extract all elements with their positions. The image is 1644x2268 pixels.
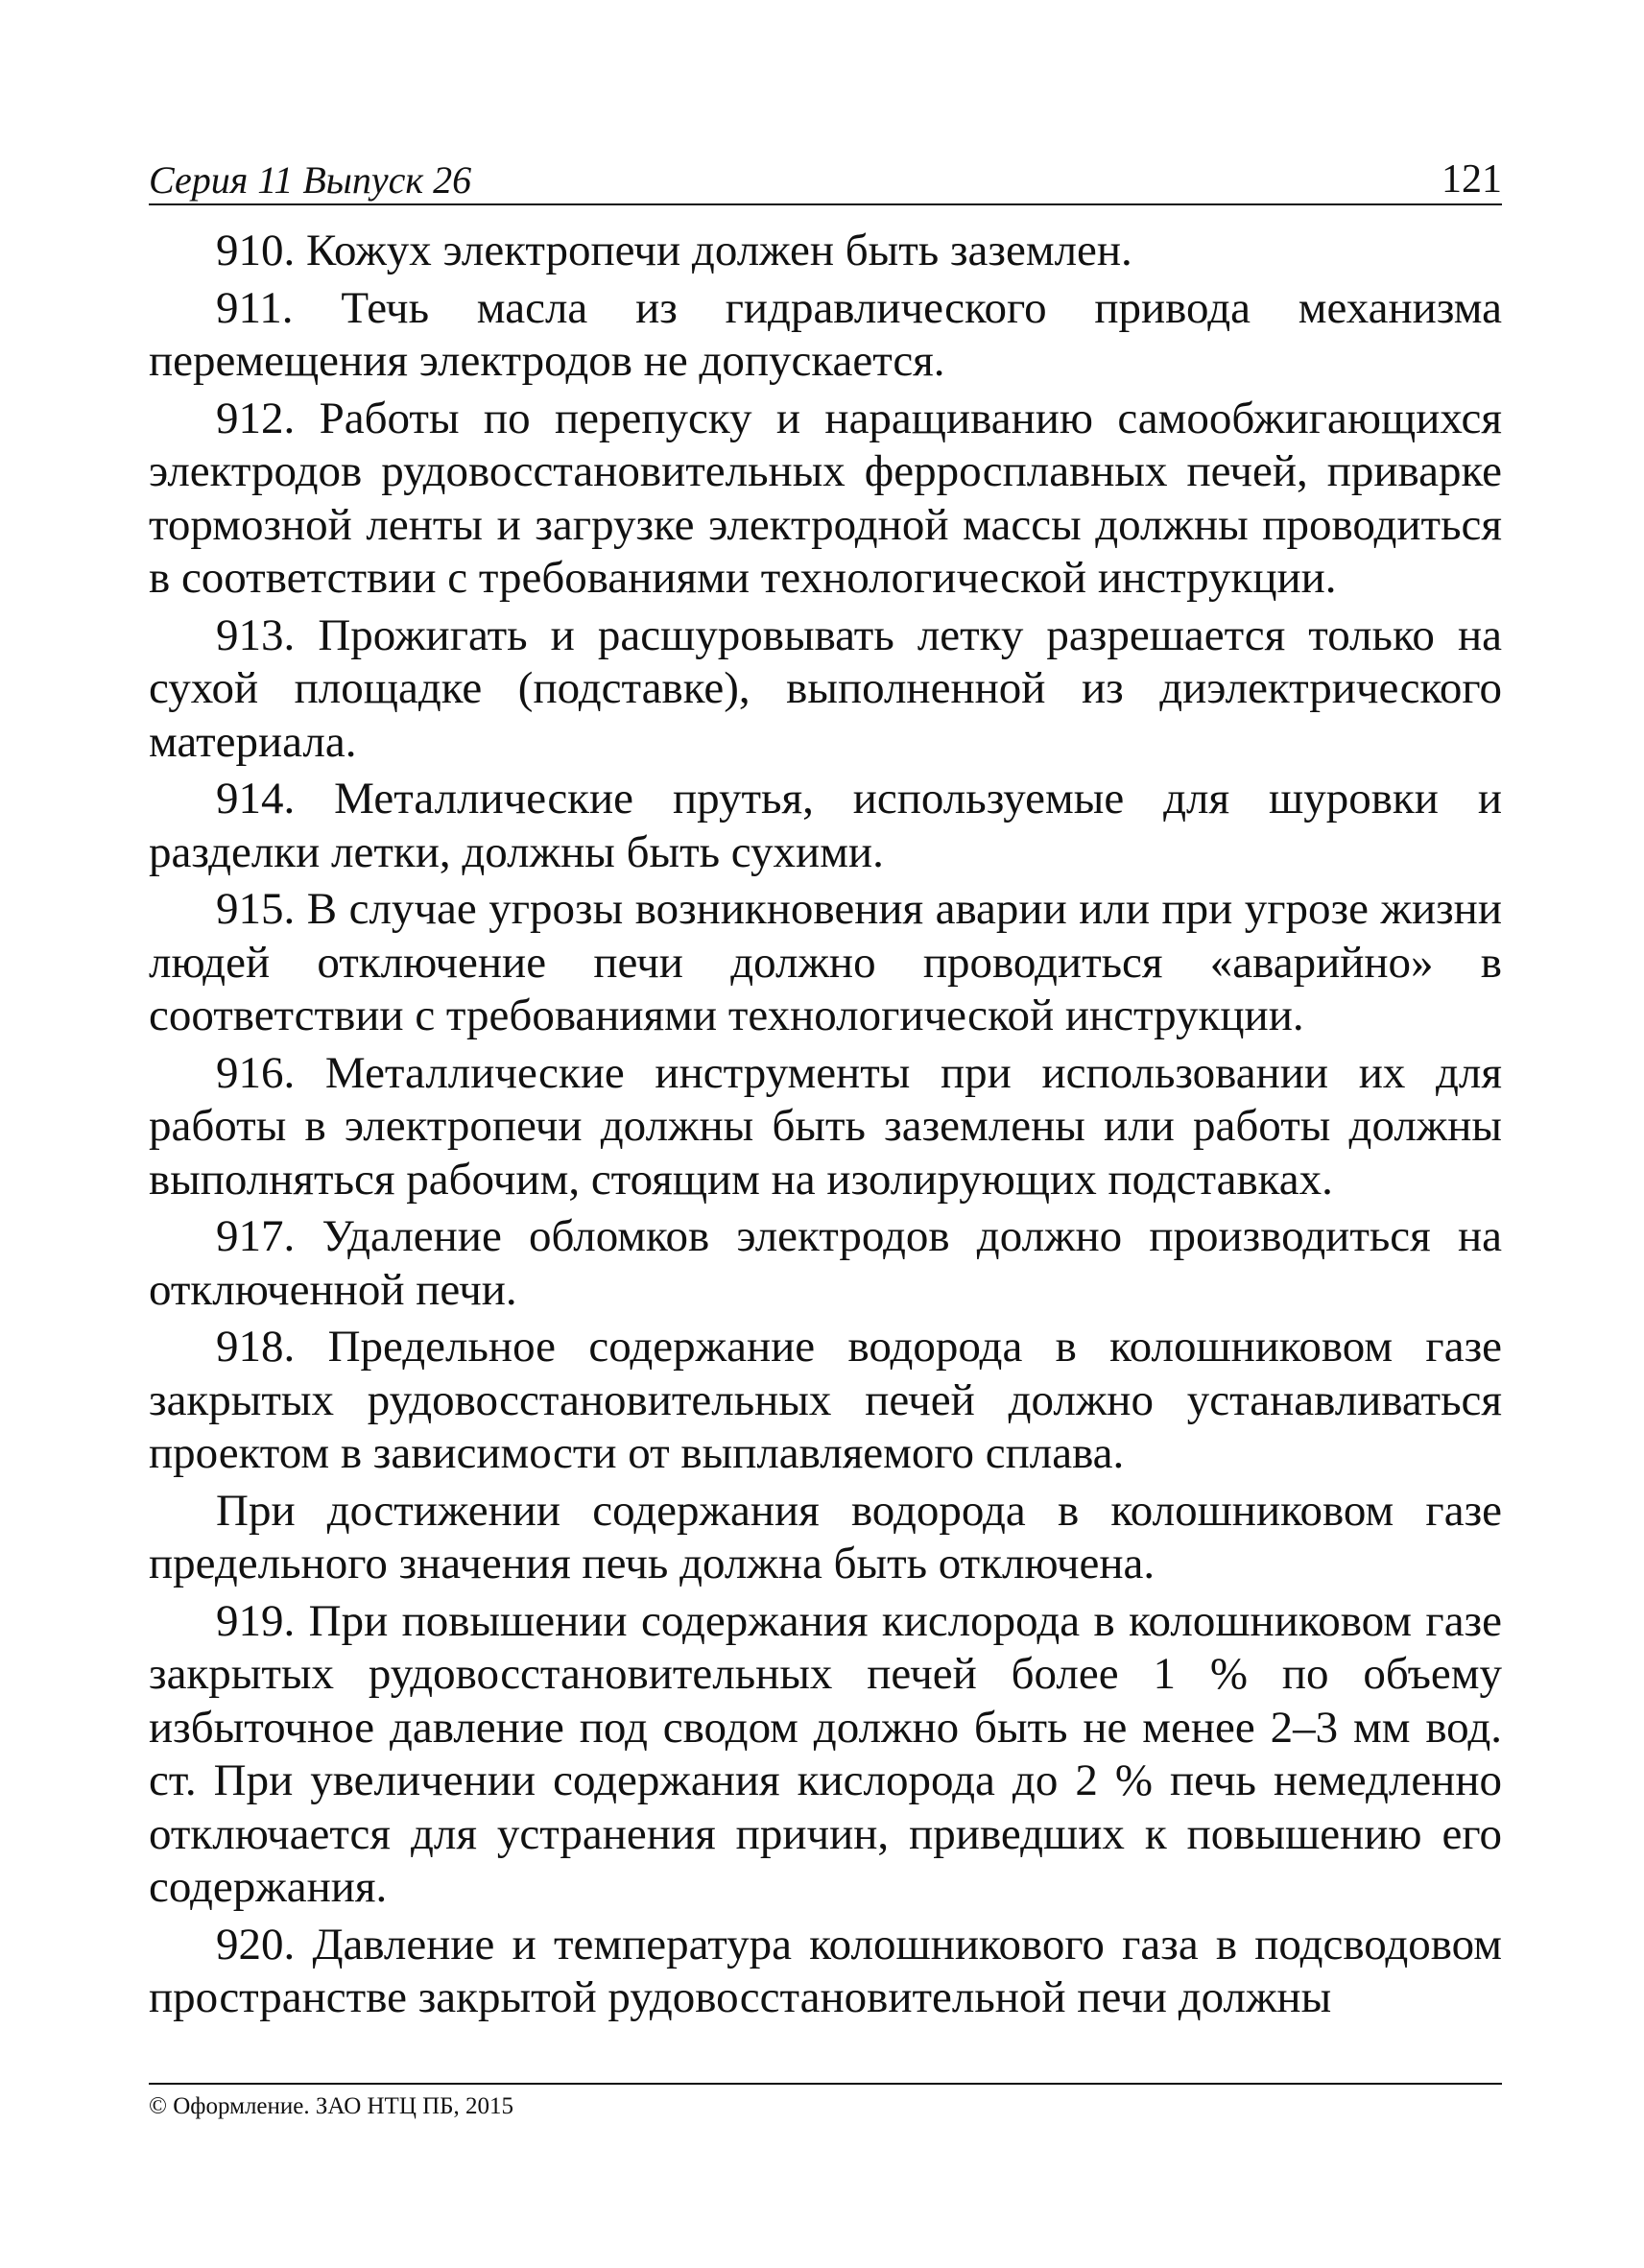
running-header bbox=[149, 144, 1502, 205]
series-title: Серия 11 Выпуск 26 bbox=[149, 158, 472, 202]
document-body bbox=[149, 225, 1502, 2025]
page-number: 121 bbox=[1441, 157, 1502, 202]
copyright-notice: © Оформление. ЗАО НТЦ ПБ, 2015 bbox=[149, 2093, 514, 2119]
paragraph-918-continuation: При достижении содержания водорода в колошниковом газе предельного значения печь должна быть отключена. bbox=[149, 1485, 1502, 1588]
page-footer bbox=[149, 2083, 1502, 2121]
document-page bbox=[149, 144, 1502, 2029]
paragraph-919: 919. При повышении содержания кислорода в колошниковом газе закрытых рудовосстановительных печей более 1 % по объему избыточное давление под сводом должно быть не менее 2–3 мм вод. ст. При увеличении содержания кислорода до 2 % печь немедленно отключается для устранения причин, приведших к повышению его содержания. bbox=[149, 1595, 1502, 1912]
paragraph-918: 918. Предельное содержание водорода в колошниковом газе закрытых рудовосстановительных печей должно устанавливаться проектом в зависимости от выплавляемого сплава. bbox=[149, 1322, 1502, 1478]
paragraph-916: 916. Металлические инструменты при использовании их для работы в электропечи должны быть заземлены или работы должны выполняться рабочим, стоящим на изолирующих подставках. bbox=[149, 1047, 1502, 1205]
paragraph-910: 910. Кожух электропечи должен быть заземлен. bbox=[216, 226, 1132, 275]
paragraph-914: 914. Металлические прутья, используемые для шуровки и разделки летки, должны быть сухими. bbox=[149, 774, 1502, 877]
paragraph-912: 912. Работы по перепуску и наращиванию самообжигающихся электродов рудовосстановительных ферросплавных печей, приварке тормозной ленты и загрузке электродной массы должны проводиться в соответствии с требованиями технологической инструкции. bbox=[149, 393, 1502, 603]
paragraph-913: 913. Прожигать и расшуровывать летку разрешается только на сухой площадке (подставке), выполненной из диэлектрического материала. bbox=[149, 609, 1502, 767]
paragraph-911: 911. Течь масла из гидравлического привода механизма перемещения электродов не допускается. bbox=[149, 282, 1502, 386]
paragraph-920: 920. Давление и температура колошникового газа в подсводовом пространстве закрытой рудовосстановительной печи должны bbox=[149, 1919, 1502, 2022]
paragraph-915: 915. В случае угрозы возникновения аварии или при угрозе жизни людей отключение печи должно проводиться «аварийно» в соответствии с требованиями технологической инструкции. bbox=[149, 884, 1502, 1040]
paragraph-917: 917. Удаление обломков электродов должно производиться на отключенной печи. bbox=[149, 1211, 1502, 1315]
